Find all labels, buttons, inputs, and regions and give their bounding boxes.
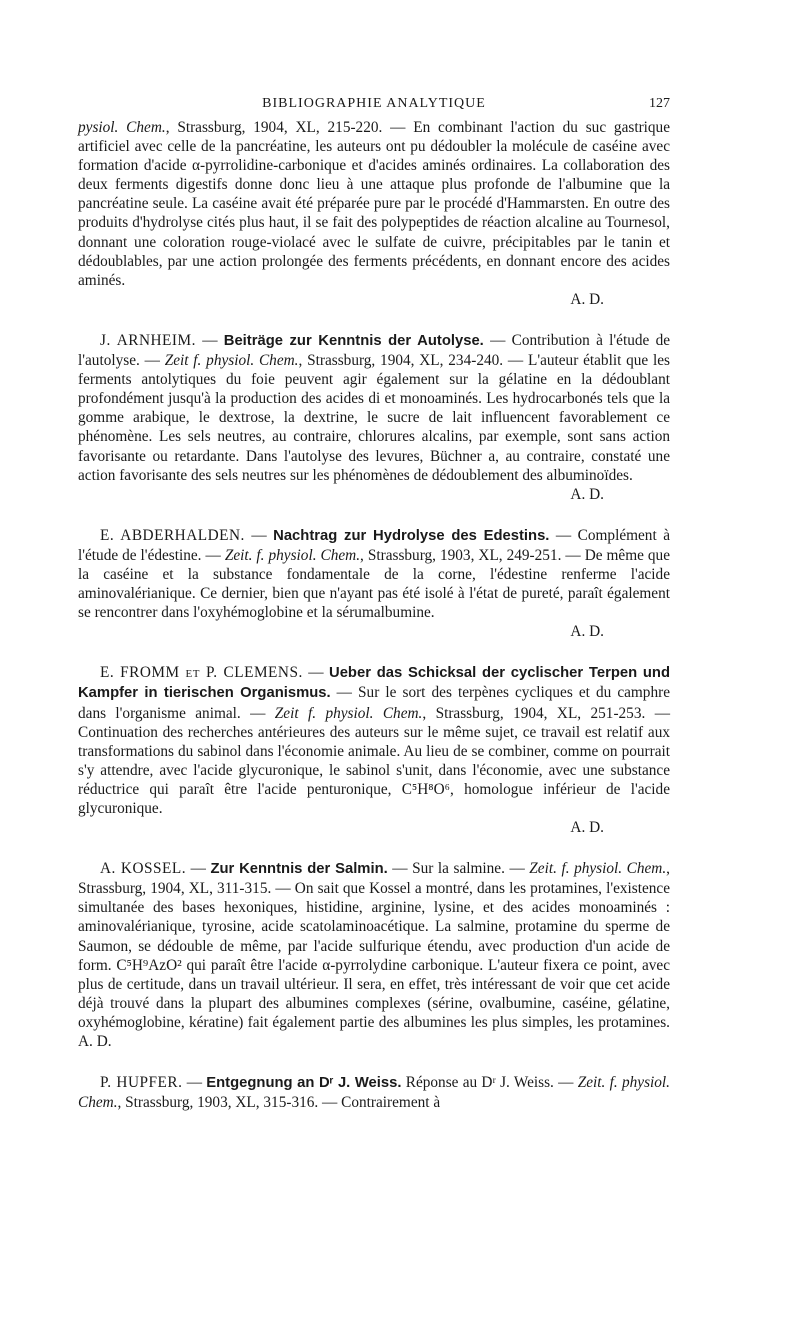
separator: — xyxy=(182,1074,207,1092)
journal-source: Zeit. f. physiol. Chem. xyxy=(78,1074,670,1112)
journal-source: Zeit. f. physiol. Chem. xyxy=(224,546,361,564)
entry-author: A. KOSSEL. xyxy=(100,860,187,878)
german-title: Nachtrag zur Hydrolyse des Edestins. xyxy=(273,527,550,544)
entry-author: E. ABDERHALDEN. xyxy=(100,526,245,544)
reviewer-signature: A. D. xyxy=(570,290,604,308)
journal-source: pysiol. Chem. xyxy=(78,119,166,136)
abstract-entry-kossel xyxy=(78,859,670,1051)
abstract-entry-abderhalden xyxy=(78,526,670,642)
journal-source: Zeit f. physiol. Chem. xyxy=(274,704,423,722)
running-title: BIBLIOGRAPHIE ANALYTIQUE xyxy=(262,96,486,111)
german-title: Ueber das Schicksal der cyclischer Terpen und Kampfer in tierischen Organismus. xyxy=(78,665,671,702)
reviewer-signature: A. D. xyxy=(570,485,604,503)
abstract-text: , Strassburg, 1904, XL, 234-240. — L'auteur établit que les ferments antolytiques du foie peuvent agir également sur la gélatine en la dédoublant profondément jusqu'à la production des acides di et monoaminés. Les hydrocarbonés tels que la gomme arabique, le dextrose, la dextrine, le sucre de lait influencent favorablement ce phénomène. Les sels neutres, au contraire, chlorures alcalins, par exemple, sont sans action favorisante ou retardante. Dans l'autolyse des levures, Büchner a, au contraire, constaté une action favorisante des sels neutres sur les phénomènes de dédoublement des albuminoïdes. xyxy=(78,352,670,484)
french-title: — Sur le sort des terpènes cycliques et du camphre dans l'organisme animal. — xyxy=(78,684,670,722)
german-title: Beiträge zur Kenntnis der Autolyse. xyxy=(223,332,484,349)
abstract-text: , Strassburg, 1903, XL, 315-316. — Contrairement à xyxy=(117,1094,441,1112)
french-title: Réponse au Dʳ J. Weiss. — xyxy=(401,1074,578,1092)
german-title: Zur Kenntnis der Salmin. xyxy=(210,861,388,878)
french-title: — Contribution à l'étude de l'autolyse. — xyxy=(78,331,671,370)
abstract-text: , Strassburg, 1904, XL, 215-220. — En combinant l'action du suc gastrique artificiel avec celle de la pancréatine, les auteurs ont pu dédoubler la molécule de caséine avec formation d'acide α-pyrrolidine-carbonique et d'acides aminés ordinaires. La collaboration des deux ferments digestifs donne donc lieu à une attaque plus profonde de l'albumine que la pancréatine seule. La caséine avait été préparée pure par le procédé d'Hammarsten. En outre des produits d'hydrolyse cités plus haut, il se fait des polypeptides de réaction alcaline au Tournesol, donnant une coloration rouge-violacé avec le sulfate de cuivre, précipitables par le tanin et dédoublables, par une action prolongée des ferments précédents, en donnant encore des acides aminés. xyxy=(78,119,670,289)
reviewer-signature: A. D. xyxy=(570,623,604,641)
german-title: Entgegnung an Dʳ J. Weiss. xyxy=(206,1075,402,1092)
entry-author: E. FROMM et P. CLEMENS. xyxy=(100,664,303,682)
abstract-body xyxy=(78,663,670,818)
entry-author: P. HUPFER. xyxy=(100,1074,183,1092)
reviewer-signature: A. D. xyxy=(570,819,604,837)
separator: — xyxy=(302,664,330,682)
french-title: — Complément à l'étude de l'édestine. — xyxy=(78,526,670,564)
abstract-entry-hupfer xyxy=(78,1073,670,1112)
abstract-body xyxy=(78,526,670,622)
reviewer-signature: A. D. xyxy=(78,1033,112,1051)
separator: — xyxy=(244,526,274,544)
french-title: — Sur la salmine. — xyxy=(387,860,530,878)
page-number: 127 xyxy=(649,96,670,111)
entry-author: J. ARNHEIM. xyxy=(100,331,196,349)
abstract-body xyxy=(78,1073,670,1112)
abstract-entry-arnheim xyxy=(78,331,670,504)
separator: — xyxy=(195,331,224,349)
abstract-body xyxy=(78,118,670,290)
abstract-body xyxy=(78,331,670,485)
abstract-text: , Strassburg, 1903, XL, 249-251. — De même que la caséine et la substance fondamentale de la corne, l'édestine renferme l'acide aminovalérianique. Ce dernier, bien que n'ayant pas été isolé à l'état de pureté, paraît également se rencontrer dans l'oxyhémoglobine et la sérumalbumine. xyxy=(78,546,670,622)
abstract-text: , Strassburg, 1904, XL, 311-315. — On sait que Kossel a montré, dans les protamines, l'existence simultanée des bases hexoniques, histidine, arginine, lysine, et des acides monoaminés : aminovalérianique, tyrosine, acide scatolaminoacétique. La salmine, protamine du sperme de Saumon, se dédouble de même, par l'acide sulfurique étendu, avec production d'un acide de form. C⁵H⁹AzO² qui paraît être l'acide α-pyrrolydine carbonique. L'auteur fixera ce point, avec plus de certitude, dans un travail ultérieur. Il sera, en effet, très intéressant de voir que cet acide déjà trouvé dans la plupart des albumines complexes (sérine, ovalbumine, caséine, gélatine, oxyhémoglobine, kératine) fait également partie des albumines les plus simples, les protamines. xyxy=(78,860,670,1031)
separator: — xyxy=(186,860,211,878)
page xyxy=(78,96,670,1112)
journal-source: Zeit f. physiol. Chem. xyxy=(164,352,299,370)
abstract-text: , Strassburg, 1904, XL, 251-253. — Continuation des recherches antérieures des auteurs sur le même sujet, ce travail est relatif aux transformations du sabinol dans l'économie animale. Au lieu de se combiner, comme on pourrait s'y attendre, avec l'acide glycuronique, le sabinol s'unit, dans l'économie, avec une substance réductrice qui paraît être l'acide penturonique, C⁵H⁸O⁶, homologue inférieur de l'acide glycuronique. xyxy=(78,704,670,817)
abstract-entry-fromm-clemens xyxy=(78,663,670,837)
running-header xyxy=(78,96,670,118)
abstract-body xyxy=(78,859,670,1051)
journal-source: Zeit. f. physiol. Chem. xyxy=(529,860,667,878)
abstract-entry-continued xyxy=(78,118,670,309)
